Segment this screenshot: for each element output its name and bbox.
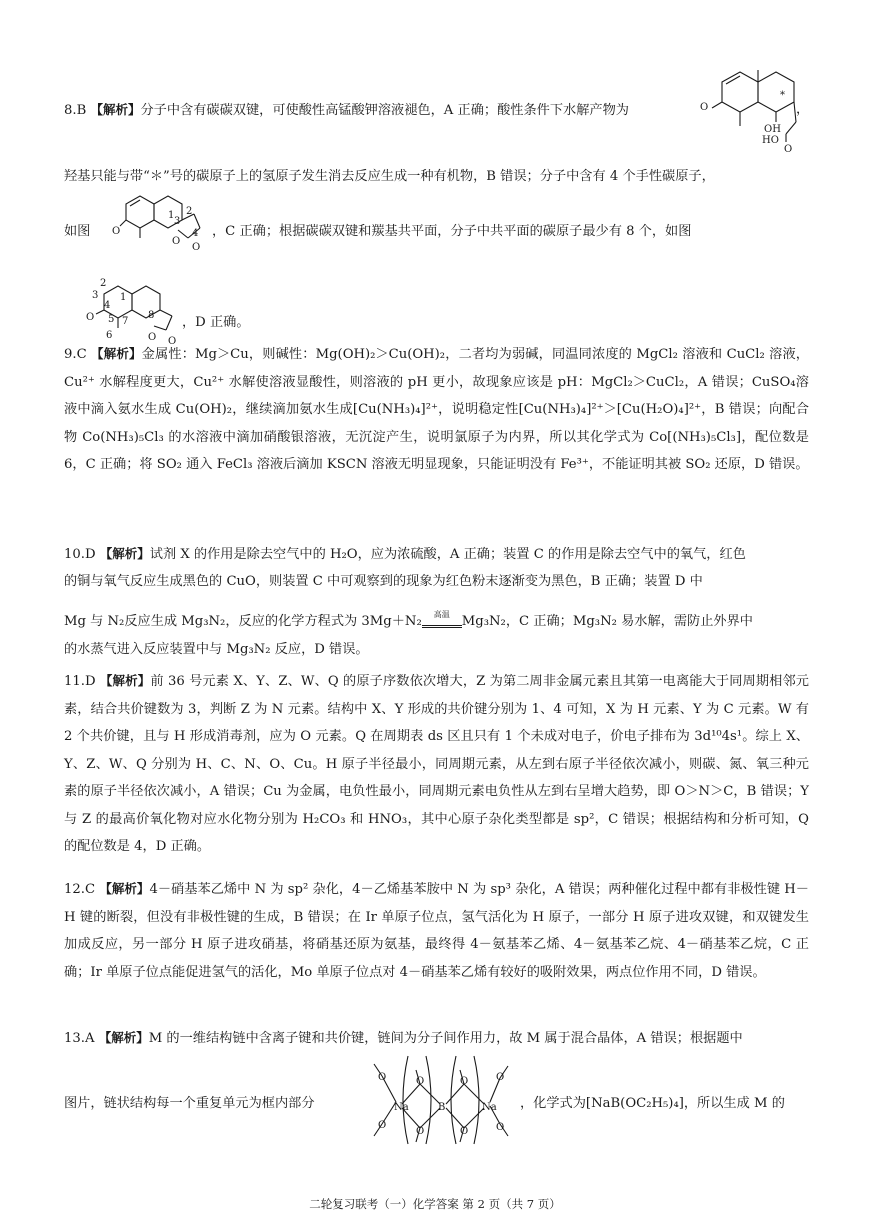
coplanar-label-7: 7 [122,316,129,327]
coplanar-label-5: 5 [108,314,115,325]
q12-text: 4－硝基苯乙烯中 N 为 sp² 杂化，4－乙烯基苯胺中 N 为 sp³ 杂化，A 错误；两种催化过程中都有非极性键 H－H 键的断裂，但没有非极性键的生成，B 错误；在 Ir 单原子位点，氢气活化为 H 原子，一部分 H 原子进攻双键，和双键发生加成反应，另一部分 H 原子进攻硝基，将硝基还原为氨基，最终得 4－氨基苯乙烯、4－氨基苯乙烷、4－硝基苯乙烷，C 正确；Ir 单原子位点能促进氢气的活化，Mo 单原子位点对 4－硝基苯乙烯有较好的吸附效果，两点位作用不同，D 错误。 [64,882,809,980]
q8-line3 [64,222,90,242]
q10-line2 [64,572,703,592]
q13-analysis-tag: 【解析】 [98,1030,149,1045]
q10-line1 [64,544,746,565]
coplanar-o3-label: O [168,336,177,347]
q11-number: 11.D [64,674,96,689]
reaction-arrow [422,610,462,628]
q11-text: 前 36 号元素 X、Y、Z、W、Q 的原子序数依次增大，Z 为第二周非金属元素且其第一电离能大于同周期相邻元素，结合共价键数为 3，判断 Z 为 N 元素。结构中 X、Y 形成的共价键分别为 1、4 可知，X 为 H 元素、Y 为 C 元素。W 有 2 个共价键，且与 H 形成消毒剂，应为 O 元素。Q 在周期表 ds 区且只有 1 个未成对电子，价电子排布为 3d¹⁰4s¹。综上 X、Y、Z、W、Q 分别为 H、C、N、O、Cu。H 原子半径最小，同周期元素，从左到右原子半径依次减小，则碳、氮、氧三种元素的原子半径依次减小，A 错误；Cu 为金属，电负性最小，同周期元素电负性从左到右呈增大趋势，即 O＞N＞C，B 错误；Y 与 Z 的最高价氧化物对应水化物分别为 H₂CO₃ 和 HNO₃，其中心原子杂化类型都是 sp²，C 错误；根据结构和分析可知，Q 的配位数是 4，D 正确。 [64,674,809,854]
coplanar-label-3: 3 [92,290,99,301]
q12-analysis-tag: 【解析】 [99,881,150,896]
chiral-label-1: 1 [168,210,175,221]
q10-text-4: 的水蒸气进入反应装置中与 Mg₃N₂ 反应，D 错误。 [64,642,369,657]
coplanar-o-label: O [86,312,95,323]
b-label: B [438,1102,446,1113]
q13-text-2b: ，化学式为[NaB(OC₂H₅)₄]，所以生成 M 的 [520,1096,785,1111]
q8-line3-b [212,222,691,242]
q10-line3 [64,612,753,632]
chiral-o3-label: O [192,242,201,253]
na-label-1: Na [394,1102,409,1113]
q13-line1 [64,1028,743,1049]
chiral-label-2: 2 [186,206,193,217]
na-label-2: Na [482,1102,497,1113]
chain-o-3: O [416,1126,425,1137]
q9-analysis-tag: 【解析】 [91,346,142,361]
q11-paragraph [64,667,809,861]
coplanar-carbon-structure [86,278,182,348]
q10-analysis-tag: 【解析】 [99,546,150,561]
chain-o-4: O [460,1126,469,1137]
chain-o-1: O [416,1076,425,1087]
coplanar-label-6: 6 [106,330,113,341]
q8-number: 8.B [64,103,87,118]
chain-o-5: O [378,1072,387,1083]
q8-text-4: ，D 正确。 [182,315,250,330]
chiral-label-3: 3 [174,216,181,227]
q10-text-2: 的铜与氧气反应生成黑色的 CuO，则装置 C 中可观察到的现象为红色粉末逐渐变为黑色，B 正确；装置 D 中 [64,574,703,589]
q10-line4 [64,640,369,660]
q13-line2-b [520,1094,785,1114]
chain-o-2: O [460,1076,469,1087]
reaction-condition: 高温 [433,610,450,619]
q13-text-2a: 图片，链状结构每一个重复单元为框内部分 [64,1096,315,1111]
coplanar-label-1: 1 [120,292,127,303]
q8-line2 [64,167,715,187]
product-oh-label: OH [764,124,781,135]
q8-line1-end: ， [796,102,810,117]
q8-analysis-tag: 【解析】 [90,102,141,117]
q10-number: 10.D [64,547,96,562]
q10-text-3a: Mg 与 N₂反应生成 Mg₃N₂，反应的化学方程式为 3Mg＋N₂ [64,614,422,629]
chain-o-8: O [496,1122,505,1133]
q8-text-3b: ，C 正确；根据碳碳双键和羰基共平面，分子中共平面的碳原子最少有 8 个，如图 [212,224,692,239]
q12-paragraph [64,875,809,986]
product-ho-label: HO [762,135,779,146]
coplanar-label-8: 8 [148,310,155,321]
page-footer: 二轮复习联考（一）化学答案 第 2 页（共 7 页） [309,1197,561,1211]
chain-o-7: O [496,1072,505,1083]
q9-text: 金属性：Mg＞Cu，则碱性：Mg(OH)₂＞Cu(OH)₂，二者均为弱碱，同温同浓度的 MgCl₂ 溶液和 CuCl₂ 溶液，Cu²⁺ 水解程度更大，Cu²⁺ 水解使溶液显酸性，则溶液的 pH 更小，故现象应该是 pH：MgCl₂＞CuCl₂，A 错误；CuSO₄溶液中滴入氨水生成 Cu(OH)₂，继续滴加氨水生成[Cu(NH₃)₄]²⁺，说明稳定性[Cu(NH₃)₄]²⁺＞[Cu(H₂O)₄]²⁺，B 错误；向配合物 Co(NH₃)₅Cl₃ 的水溶液中滴加硝酸银溶液，无沉淀产生，说明氯原子为内界，所以其化学式为 Co[(NH₃)₅Cl₃]，配位数是 6，C 正确；将 SO₂ 通入 FeCl₃ 溶液后滴加 KSCN 溶液无明显现象，只能证明没有 Fe³⁺，不能证明其被 SO₂ 还原，D 错误。 [64,347,809,472]
chiral-label-4: 4 [192,228,199,239]
q8-line1 [64,100,629,121]
q13-number: 13.A [64,1031,95,1046]
q10-text-3b: Mg₃N₂，C 正确；Mg₃N₂ 易水解，需防止外界中 [461,614,753,629]
q13-line2 [64,1094,315,1114]
chiral-o2-label: O [172,236,181,247]
q8-text-3a: 如图 [64,224,91,239]
q8-text-1: 分子中含有碳碳双键，可使酸性高锰酸钾溶液褪色，A 正确；酸性条件下水解产物为 [140,103,629,118]
chain-repeat-unit-structure [366,1050,516,1150]
q13-text-1: M 的一维结构链中含离子键和共价键，链间为分子间作用力，故 M 属于混合晶体，A 错误；根据题中 [148,1031,743,1046]
q11-analysis-tag: 【解析】 [99,673,151,688]
product-o-label: O [700,102,709,113]
q12-number: 12.C [64,882,96,897]
chain-o-6: O [378,1120,387,1131]
product-o2-label: O [784,144,793,155]
q9-number: 9.C [64,347,87,362]
chiral-carbon-structure [112,192,212,252]
coplanar-label-4: 4 [104,300,111,311]
coplanar-o2-label: O [148,332,157,343]
hydrolysis-product-structure [700,64,800,154]
q9-paragraph [64,340,809,479]
coplanar-label-2: 2 [100,278,107,289]
q10-text-1: 试剂 X 的作用是除去空气中的 H₂O，应为浓硫酸，A 正确；装置 C 的作用是除去空气中的氧气，红色 [149,547,746,562]
star-label: * [780,90,785,101]
chiral-o-label: O [112,226,121,237]
q8-text-2: 羟基只能与带“＊”号的碳原子上的氢原子发生消去反应生成一种有机物，B 错误；分子中含有 4 个手性碳原子， [64,169,715,184]
q8-line4 [182,313,250,333]
